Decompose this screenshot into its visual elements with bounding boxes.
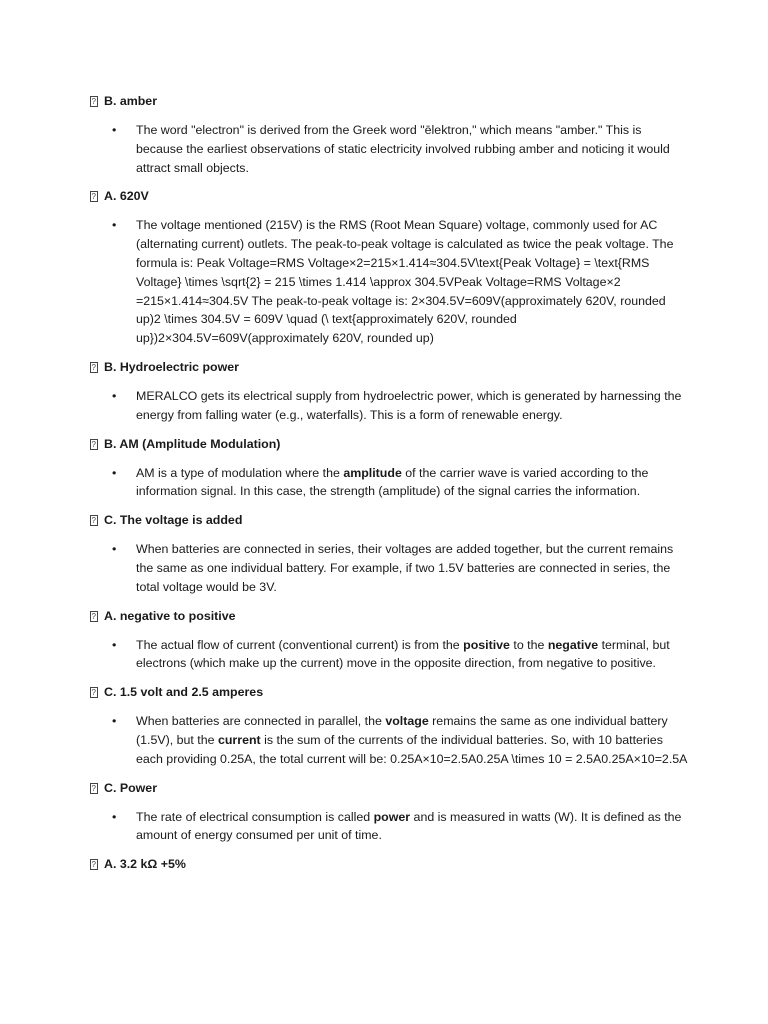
answer-heading (90, 511, 688, 530)
emphasis-text: negative (547, 637, 599, 652)
answer-heading (90, 187, 688, 206)
qa-6 (90, 607, 688, 674)
answer-text: B. amber (104, 94, 158, 109)
answer-text: C. The voltage is added (104, 513, 243, 528)
answer-heading (90, 358, 688, 377)
explanation-item (90, 636, 688, 674)
explanation-item (90, 464, 688, 502)
answer-text: B. Hydroelectric power (104, 360, 239, 375)
placeholder-glyph-icon (90, 515, 98, 526)
explanation-item (90, 712, 688, 768)
explanation-text: remains the same as one individual battery (1.5V), but the (136, 714, 668, 747)
qa-9 (90, 855, 688, 874)
answer-text: A. 620V (104, 189, 149, 204)
placeholder-glyph-icon (90, 362, 98, 373)
explanation-text: and is measured in watts (W). It is defined as the amount of energy consumed per unit of time. (136, 809, 682, 843)
explanation-text: When batteries are connected in series, their voltages are added together, but the current remains the same as one individual battery. For example, if two 1.5V batteries are connected in series, the total voltage would be 3V. (136, 542, 674, 594)
placeholder-glyph-icon (90, 96, 98, 107)
qa-7 (90, 683, 688, 768)
explanation-text: The word "electron" is derived from the Greek word "ēlektron," which means "amber." This is because the earliest observations of static electricity involved rubbing amber and noticing it would attract small objects. (136, 123, 670, 175)
explanation-item (90, 387, 688, 425)
explanation-list (90, 387, 688, 425)
emphasis-text: amplitude (343, 465, 402, 480)
answer-text: A. 3.2 kΩ +5% (104, 857, 186, 872)
answer-heading (90, 92, 688, 111)
explanation-text: AM is a type of modulation where the (136, 465, 344, 480)
emphasis-text: voltage (385, 714, 429, 729)
answer-text: C. Power (104, 780, 158, 795)
qa-3 (90, 358, 688, 425)
explanation-list (90, 808, 688, 846)
explanation-item (90, 808, 688, 846)
explanation-list (90, 121, 688, 177)
emphasis-text: positive (463, 637, 510, 652)
explanation-text: to the (509, 637, 548, 652)
emphasis-text: current (217, 732, 261, 747)
qa-2 (90, 187, 688, 348)
answer-heading (90, 855, 688, 874)
qa-5 (90, 511, 688, 596)
answer-heading (90, 607, 688, 626)
answer-text: B. AM (Amplitude Modulation) (104, 436, 281, 451)
placeholder-glyph-icon (90, 191, 98, 202)
explanation-item (90, 216, 688, 348)
placeholder-glyph-icon (90, 439, 98, 450)
answer-heading (90, 683, 688, 702)
explanation-list (90, 540, 688, 596)
placeholder-glyph-icon (90, 611, 98, 622)
qa-1 (90, 92, 688, 177)
explanation-item (90, 540, 688, 596)
explanation-text: terminal, but electrons (which make up the current) move in the opposite direction, from negative to positive. (136, 637, 670, 671)
qa-8 (90, 779, 688, 846)
explanation-list (90, 464, 688, 502)
explanation-text: The actual flow of current (conventional current) is from the (136, 637, 464, 652)
placeholder-glyph-icon (90, 783, 98, 794)
explanation-text: The voltage mentioned (215V) is the RMS (Root Mean Square) voltage, commonly used for AC (alternating current) outlets. The peak-to-peak voltage is calculated as twice the peak voltage. The formula is: Peak Voltage=RMS Voltage×2=215×1.414≈304.5V\text{Peak Voltage} = \text{RMS Voltage} \times \sqrt{2} = 215 \times 1.414 \approx 304.5VPeak Voltage=RMS Voltage×2 =215×1.414≈304.5V The peak-to-peak voltage is: 2×304.5V=609V(approximately 620V, rounded up)2 \times 304.5V = 609V \quad (\ text{approximately 620V, rounded up})2×304.5V=609V(approximately 620V, rounded up) (136, 218, 674, 346)
explanation-list (90, 216, 688, 348)
explanation-item (90, 121, 688, 177)
qa-4 (90, 435, 688, 502)
explanation-text: When batteries are connected in parallel, the (136, 714, 386, 729)
placeholder-glyph-icon (90, 859, 98, 870)
answer-text: C. 1.5 volt and 2.5 amperes (104, 685, 264, 700)
explanation-list (90, 636, 688, 674)
explanation-text: MERALCO gets its electrical supply from hydroelectric power, which is generated by harnessing the energy from falling water (e.g., waterfalls). This is a form of renewable energy. (136, 388, 682, 422)
answer-text: A. negative to positive (104, 608, 236, 623)
explanation-text: The rate of electrical consumption is called (136, 809, 374, 824)
answer-heading (90, 435, 688, 454)
placeholder-glyph-icon (90, 687, 98, 698)
explanation-text: of the carrier wave is varied according to the information signal. In this case, the strength (amplitude) of the signal carries the information. (136, 465, 649, 499)
explanation-list (90, 712, 688, 768)
explanation-text: is the sum of the currents of the individual batteries. So, with 10 batteries each providing 0.25A, the total current will be: 0.25A×10=2.5A0.25A \times 10 = 2.5A0.25A×10=2.5A (136, 732, 688, 766)
answer-heading (90, 779, 688, 798)
emphasis-text: power (373, 809, 411, 824)
